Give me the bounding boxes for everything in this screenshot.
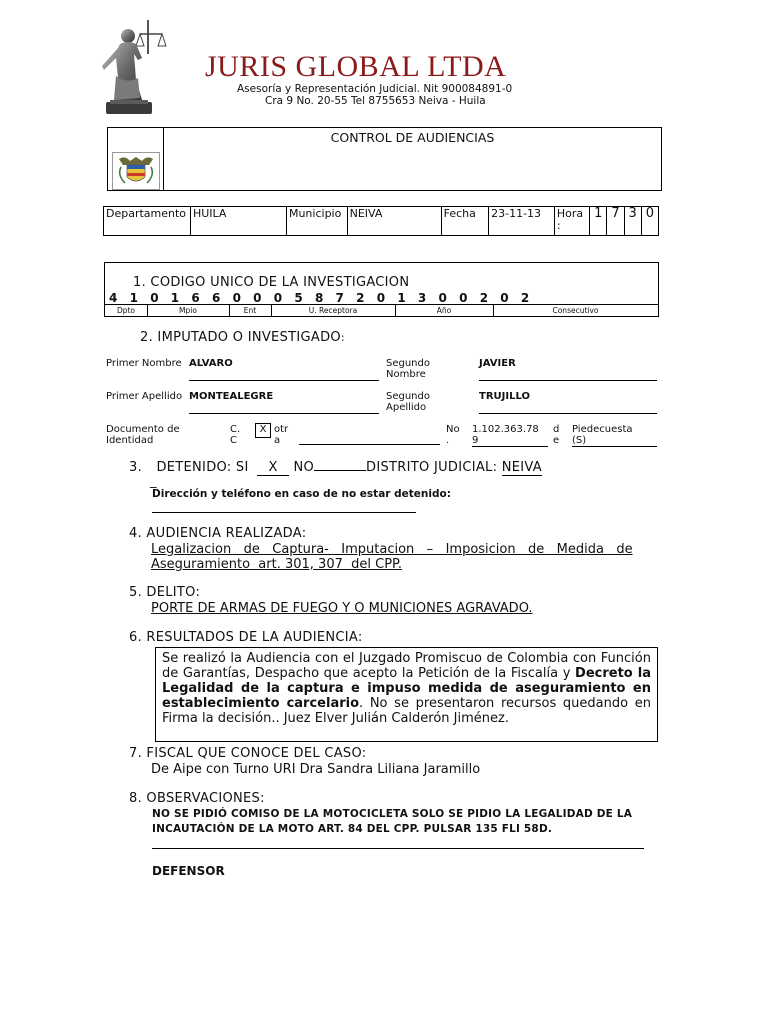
departamento-value: HUILA <box>190 207 286 236</box>
distrito-value: NEIVA <box>501 460 542 475</box>
code-digit: 2 <box>520 291 530 305</box>
fiscal-title: 7. FISCAL QUE CONOCE DEL CASO: <box>129 746 367 761</box>
control-box <box>107 127 662 191</box>
segment-label: Año <box>436 306 452 315</box>
location-table <box>103 206 659 236</box>
audiencia-text-2: Aseguramiento art. 301, 307 del CPP. <box>151 557 402 572</box>
code-digit: 0 <box>273 291 283 305</box>
documento-label: Documento de Identidad <box>106 424 180 446</box>
detenido-line: 3. DETENIDO: SI X NO DISTRITO JUDICIAL: NEIVA <box>129 460 542 475</box>
code-digit: 1 <box>397 291 406 305</box>
code-digit: 0 <box>376 291 386 305</box>
resultados-title: 6. RESULTADOS DE LA AUDIENCIA: <box>129 630 363 645</box>
firm-address: Cra 9 No. 20-55 Tel 8755653 Neiva - Huila <box>265 95 486 107</box>
firm-subtitle: Asesoría y Representación Judicial. Nit 900084891-0 <box>237 83 513 95</box>
segment-label: Consecutivo <box>552 306 599 315</box>
departamento-label: Departamento <box>104 207 191 236</box>
resultados-bold: Decreto la Legalidad de la captura e impuso medida de aseguramiento en establecimiento carcelario <box>162 666 651 711</box>
code-segment-labels <box>105 305 658 316</box>
investigation-code-box <box>104 262 659 317</box>
cc-label: C. C <box>230 424 241 446</box>
control-title: CONTROL DE AUDIENCIAS <box>330 130 495 145</box>
fiscal-text: De Aipe con Turno URI Dra Sandra Liliana Jaramillo <box>151 762 481 777</box>
segment-label: Mpio <box>179 306 197 315</box>
no-blank <box>314 470 366 471</box>
observaciones-title: 8. OBSERVACIONES: <box>129 791 265 806</box>
code-digit: 0 <box>438 291 447 305</box>
segment-label: U. Receptora <box>308 306 358 315</box>
delito-text: PORTE DE ARMAS DE FUEGO Y O MUNICIONES AGRAVADO. <box>151 601 533 616</box>
hora-digit: 1 <box>590 207 607 236</box>
code-digit: 0 <box>500 291 509 305</box>
no-label: No . <box>446 424 460 446</box>
hora-digit: 7 <box>607 207 624 236</box>
primer-apellido-label: Primer Apellido <box>106 391 183 402</box>
observaciones-text-2: INCAUTACIÓN DE LA MOTO ART. 84 DEL CPP. PULSAR 135 FLI 58D. <box>152 823 553 835</box>
direccion-line <box>152 504 416 513</box>
code-digit: 2 <box>356 291 365 305</box>
code-digit: 6 <box>211 291 221 305</box>
code-digit: 5 <box>294 291 303 305</box>
fecha-value: 23-11-13 <box>489 207 555 236</box>
detenido-dash: _ <box>150 474 157 489</box>
delito-title: 5. DELITO: <box>129 585 201 600</box>
code-digit: 0 <box>253 291 262 305</box>
detenido-mark: X <box>257 460 289 476</box>
segment-label: Ent <box>243 306 257 315</box>
code-digit: 0 <box>459 291 468 305</box>
imputado-title: 2. IMPUTADO O INVESTIGADO: <box>140 330 345 345</box>
documento-number: 1.102.363.78 9 <box>472 424 548 447</box>
resultados-box: Se realizó la Audiencia con el Juzgado Promiscuo de Colombia con Función de Garantías, Despacho que acepto la Petición de la Fiscalía y Decreto la Legalidad de la captura e impuso medida de aseguramiento en establecimiento carcelario. No se presentaron recursos quedando en Firma la decisión.. Juez Elver Julián Calderón Jiménez. <box>155 647 658 742</box>
audiencia-title: 4. AUDIENCIA REALIZADA: <box>129 526 307 541</box>
direccion-label: Dirección y teléfono en caso de no estar detenido: <box>152 488 451 500</box>
observaciones-line <box>152 840 644 849</box>
code-digit: 1 <box>129 291 138 305</box>
firm-name: JURIS GLOBAL LTDA <box>205 50 507 83</box>
segundo-apellido-label: Segundo Apellido <box>386 391 430 413</box>
investigation-title: 1. CODIGO UNICO DE LA INVESTIGACION <box>133 275 410 290</box>
observaciones-text-1: NO SE PIDIÓ COMISO DE LA MOTOCICLETA SOLO SE PIDIO LA LEGALIDAD DE LA <box>152 808 633 820</box>
code-digits <box>105 291 658 305</box>
code-digit: 2 <box>479 291 489 305</box>
code-digit: 3 <box>417 291 427 305</box>
hora-label: Hora : <box>554 207 589 236</box>
segment-label: Dpto <box>116 306 136 315</box>
cc-checkbox: X <box>255 423 271 438</box>
code-digit: 0 <box>150 291 159 305</box>
code-digit: 1 <box>170 291 180 305</box>
code-digit: 6 <box>191 291 200 305</box>
segundo-apellido-value: TRUJILLO <box>479 391 657 414</box>
de-label: d e <box>553 424 560 446</box>
expedicion-value: Piedecuesta (S) <box>572 424 657 447</box>
audiencia-text-1: Legalizacion de Captura- Imputacion – Imposicion de Medida de <box>151 542 633 557</box>
hora-digit: 0 <box>641 207 658 236</box>
primer-apellido-value: MONTEALEGRE <box>189 391 379 414</box>
code-digit: 7 <box>335 291 344 305</box>
seal-cell <box>108 128 164 190</box>
primer-nombre-label: Primer Nombre <box>106 358 182 369</box>
municipio-label: Municipio <box>286 207 347 236</box>
segundo-nombre-value: JAVIER <box>479 358 657 381</box>
defensor-label: DEFENSOR <box>152 864 225 878</box>
primer-nombre-value: ALVARO <box>189 358 379 381</box>
code-digit: 0 <box>232 291 241 305</box>
otra-label: otr a <box>274 424 289 446</box>
justice-statue-icon <box>96 14 168 118</box>
fecha-label: Fecha <box>441 207 489 236</box>
segundo-nombre-label: Segundo Nombre <box>386 358 430 380</box>
colombia-coat-of-arms-icon <box>112 152 160 190</box>
hora-digit: 3 <box>624 207 641 236</box>
municipio-value: NEIVA <box>347 207 441 236</box>
code-digit: 4 <box>109 291 118 305</box>
code-digit: 8 <box>314 291 324 305</box>
otra-line <box>299 434 440 445</box>
